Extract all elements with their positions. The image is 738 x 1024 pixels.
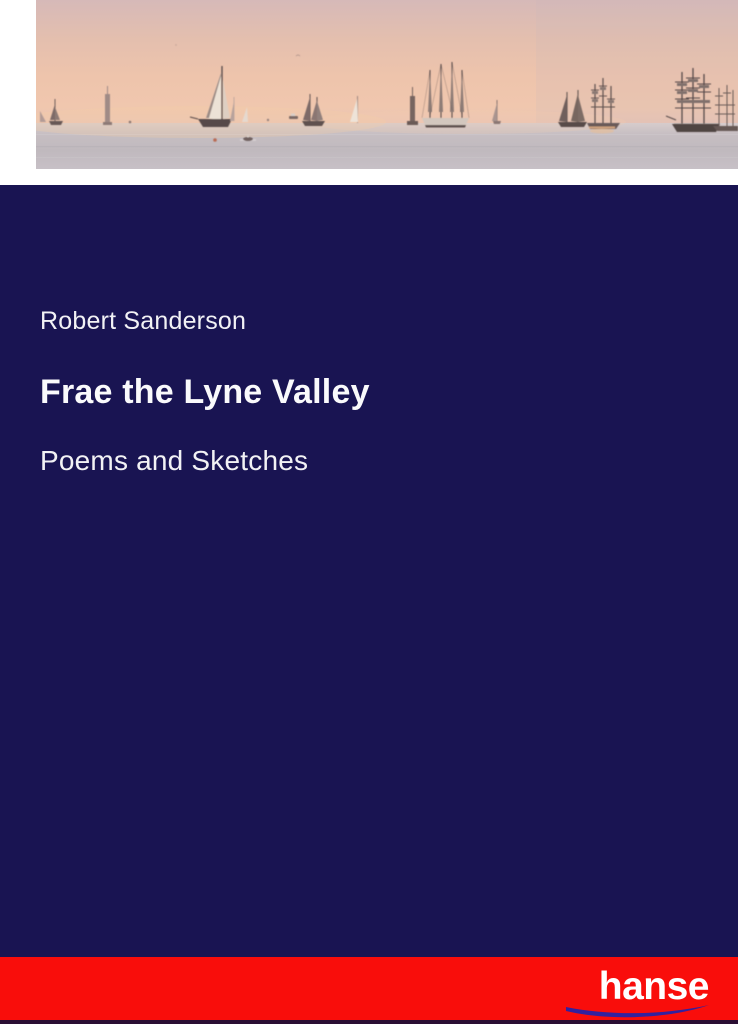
cover-body (0, 185, 738, 957)
book-subtitle: Poems and Sketches (40, 445, 309, 476)
logo-swoosh-underline (565, 1003, 711, 1019)
publisher-logo (566, 967, 712, 1019)
publisher-logo-text: hanse (598, 965, 709, 1008)
cover-photo-tall-ships (36, 0, 738, 169)
author-name: Robert Sanderson (40, 307, 247, 335)
publisher-footer-bar (0, 957, 738, 1020)
sky (36, 0, 738, 124)
photo-band (0, 0, 738, 185)
book-title: Frae the Lyne Valley (40, 373, 370, 411)
tall-ships-scene (36, 0, 738, 169)
bottom-edge-strip (0, 1020, 738, 1024)
